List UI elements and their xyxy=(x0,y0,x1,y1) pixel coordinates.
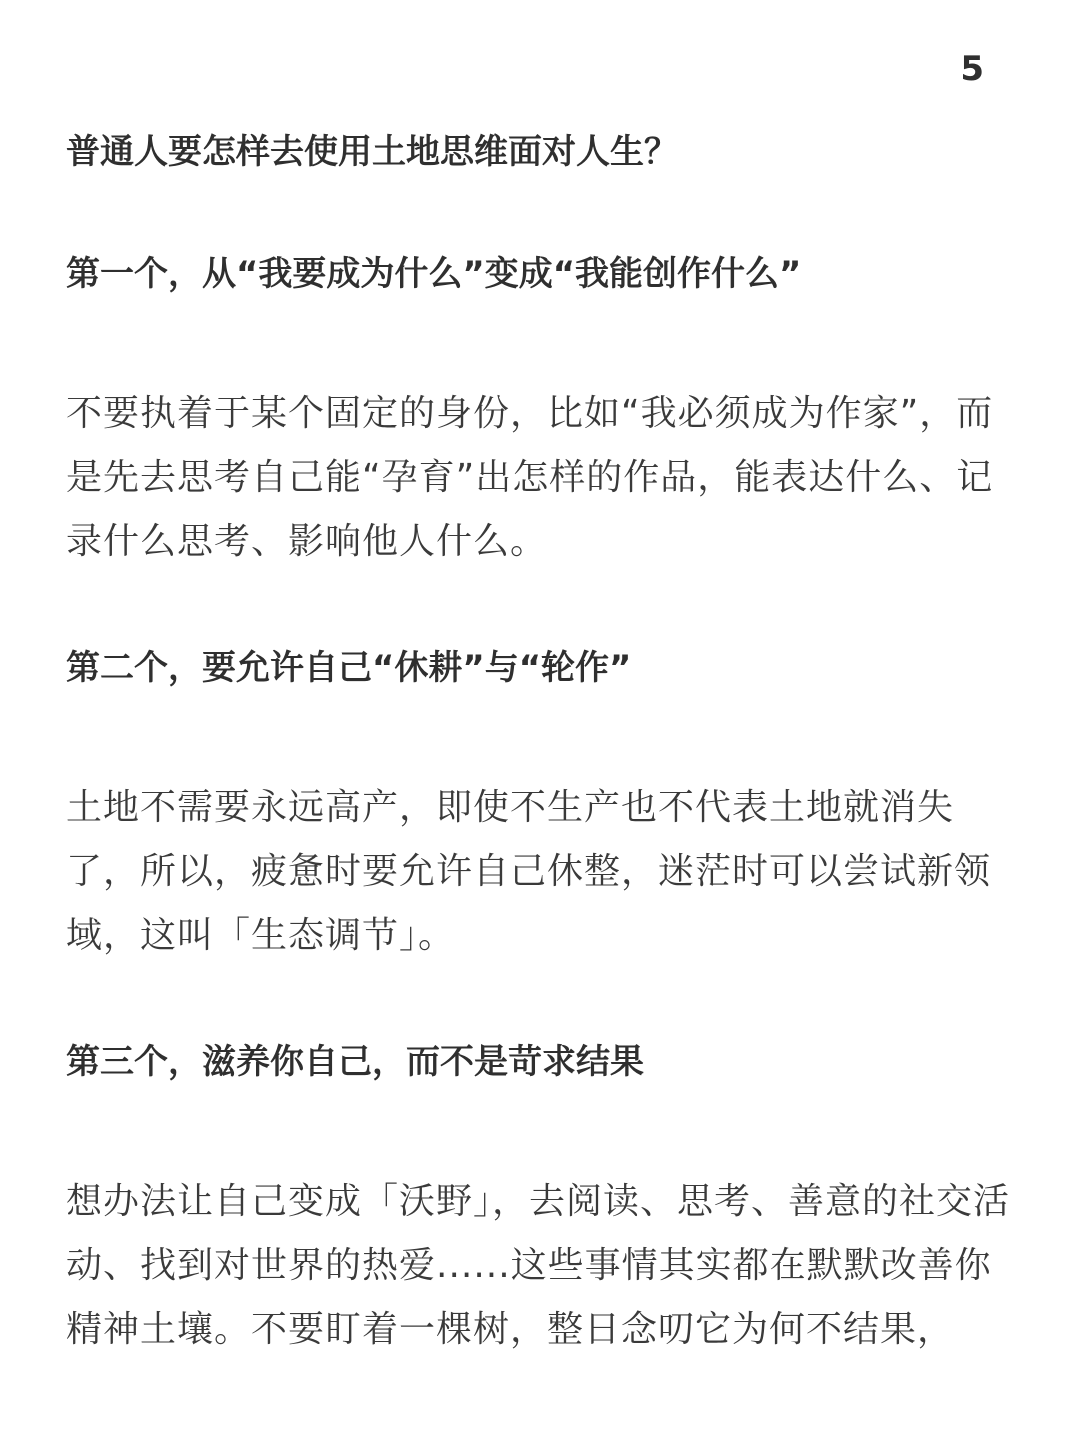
section-3-heading: 第三个，滋养你自己，而不是苛求结果 xyxy=(66,1042,644,1082)
section-1-paragraph: 不要执着于某个固定的身份，比如“我必须成为作家”，而是先去思考自己能“孕育”出怎样的作品，能表达什么、记录什么思考、影响他人什么。 xyxy=(66,393,994,562)
section-1-heading: 第一个，从“我要成为什么”变成“我能创作什么” xyxy=(66,254,802,294)
page-number: 5 xyxy=(960,49,984,89)
question-heading: 普通人要怎样去使用土地思维面对人生？ xyxy=(66,132,678,172)
article-content xyxy=(66,128,1026,1362)
section-2-paragraph: 土地不需要永远高产，即使不生产也不代表土地就消失了，所以，疲惫时要允许自己休整，迷茫时可以尝试新领域，这叫「生态调节」。 xyxy=(66,787,992,956)
section-3-paragraph: 想办法让自己变成「沃野」，去阅读、思考、善意的社交活动、找到对世界的热爱......这些事情其实都在默默改善你精神土壤。不要盯着一棵树，整日念叨它为何不结果， xyxy=(66,1181,1011,1350)
section-2-heading: 第二个，要允许自己“休耕”与“轮作” xyxy=(66,648,632,688)
